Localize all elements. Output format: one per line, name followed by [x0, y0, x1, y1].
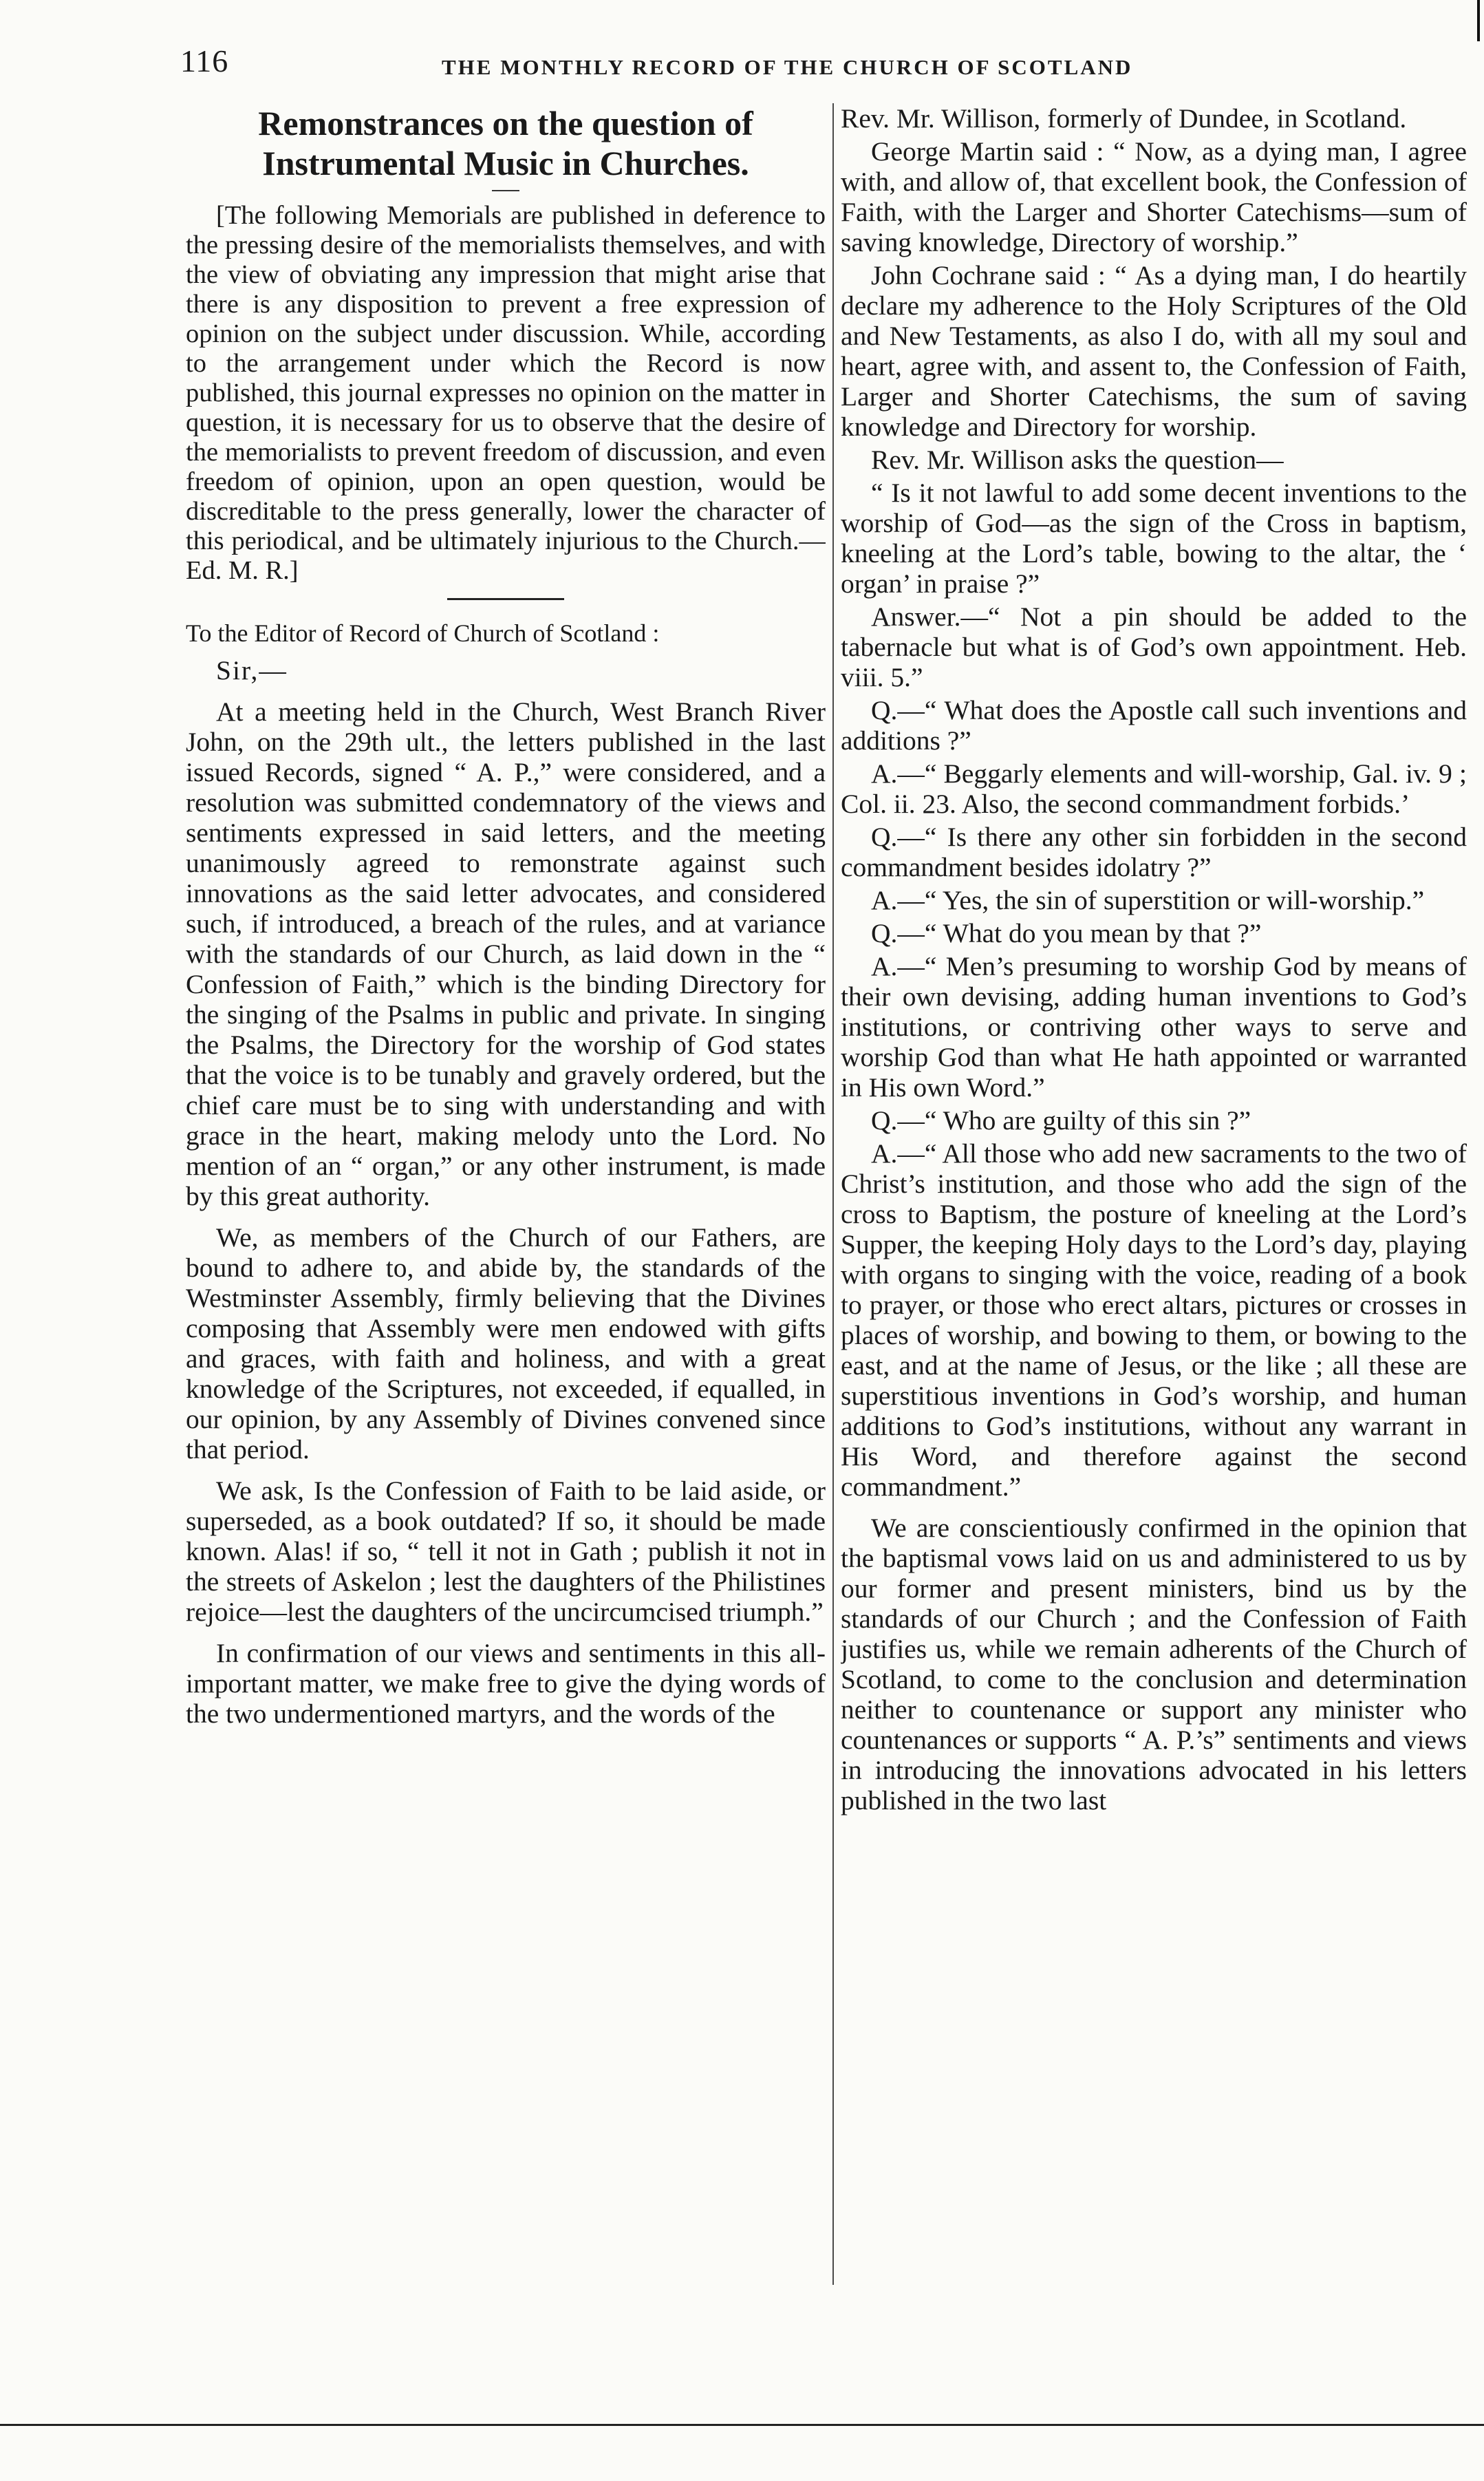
bottom-rule [0, 2424, 1484, 2426]
page-number: 116 [180, 43, 229, 78]
article-title-line-1: Remonstrances on the question of [258, 104, 753, 142]
page-header [180, 43, 1254, 84]
letter-addressee: To the Editor of Record of Church of Scotland : [186, 619, 660, 647]
right-paragraph-14: A.—“ All those who add new sacraments to the two of Christ’s institution, and those who add the sign of the cross to Baptism, the posture of kneeling at the Lord’s Supper, the keeping Holy days to the Lord’s day, playing with organs to singing with the voice, reading of a book to prayer, or those who erect altars, pictures or crosses in places of worship, and bowing to them, or bowing to the east, and at the name of Jesus, or the like ; all these are superstitious inventions in God’s worship, and human additions to God’s institutions, without any warrant in His Word, and therefore against the second commandment.” [841, 1138, 1467, 1502]
page-edge-mark [1477, 0, 1480, 41]
section-divider [447, 598, 564, 600]
right-paragraph-13: Q.—“ Who are guilty of this sin ?” [871, 1105, 1251, 1136]
title-rule [492, 190, 519, 191]
letter-paragraph-4: In confirmation of our views and sentiments in this all-important matter, we make free to give the dying words of the two undermentioned martyrs, and the words of the [186, 1638, 826, 1729]
article-title [186, 103, 826, 183]
letter-paragraph-2: We, as members of the Church of our Fathers, are bound to adhere to, and abide by, the standards of the Westminster Assembly, firmly believing that the Divines composing that Assembly were men endowed with gifts and graces, with faith and holiness, and with a great knowledge of the Scriptures, not exceeded, if equalled, in our opinion, by any Assembly of Divines convened since that period. [186, 1222, 826, 1465]
right-paragraph-9: Q.—“ Is there any other sin forbidden in the second commandment besides idolatry ?” [841, 822, 1467, 882]
right-paragraph-2: George Martin said : “ Now, as a dying man, I agree with, and allow of, that excellent book, the Confession of Faith, with the Larger and Shorter Catechisms—sum of saving knowledge, Directory of worship.” [841, 136, 1467, 257]
right-paragraph-5: “ Is it not lawful to add some decent inventions to the worship of God—as the sign of the Cross in baptism, kneeling at the Lord’s table, bowing to the altar, the ‘ organ’ in praise ?” [841, 478, 1467, 599]
right-paragraph-6: Answer.—“ Not a pin should be added to the tabernacle but what is of God’s own appointment. Heb. viii. 5.” [841, 601, 1467, 692]
right-paragraph-12: A.—“ Men’s presuming to worship God by means of their own devising, adding human inventions to God’s institutions, or contriving other ways to serve and worship God than what He hath appointed or warranted in His own Word.” [841, 951, 1467, 1103]
right-paragraph-10: A.—“ Yes, the sin of superstition or will-worship.” [871, 885, 1425, 915]
right-column [841, 103, 1467, 2292]
letter-salutation: Sir,— [216, 655, 288, 685]
right-paragraph-4: Rev. Mr. Willison asks the question— [871, 445, 1284, 475]
running-head: THE MONTHLY RECORD OF THE CHURCH OF SCOTLAND [442, 55, 1133, 79]
right-paragraph-11: Q.—“ What do you mean by that ?” [871, 918, 1262, 948]
article-title-line-2: Instrumental Music in Churches. [262, 144, 749, 182]
column-divider [832, 103, 834, 2285]
right-paragraph-15: We are conscientiously confirmed in the opinion that the baptismal vows laid on us and administered to us by our former and present ministers, bind us by the standards of our Church ; and the Confession of Faith justifies us, while we remain adherents of the Church of Scotland, to come to the conclusion and determination neither to countenance or support any minister who countenances or supports “ A. P.’s” sentiments and views in introducing the innovations advocated in his letters published in the two last [841, 1513, 1467, 1816]
right-paragraph-3: John Cochrane said : “ As a dying man, I do heartily declare my adherence to the Holy Scriptures of the Old and New Testaments, as also I do, with all my soul and heart, agree with, and assent to, the Confession of Faith, Larger and Shorter Catechisms, the sum of saving knowledge and Directory for worship. [841, 260, 1467, 442]
right-paragraph-1: Rev. Mr. Willison, formerly of Dundee, in Scotland. [841, 103, 1407, 134]
left-column [186, 103, 826, 2292]
editorial-note: [The following Memorials are published in deference to the pressing desire of the memorialists themselves, and with the view of obviating any impression that might arise that there is any disposition to prevent a free expression of opinion on the subject under discussion. While, according to the arrangement under which the Record is now published, this journal expresses no opinion on the matter in question, it is necessary for us to observe that the desire of the memorialists to prevent freedom of discussion, and even freedom of opinion, upon an open question, would be discreditable to the press generally, lower the character of this periodical, and be ultimately injurious to the Church.—Ed. M. R.] [186, 201, 826, 585]
letter-paragraph-1: At a meeting held in the Church, West Branch River John, on the 29th ult., the letters published in the last issued Records, signed “ A. P.,” were considered, and a resolution was submitted condemnatory of the views and sentiments expressed in said letters, and the meeting unanimously agreed to remonstrate against such innovations as the said letter advocates, and considered such, if introduced, a breach of the rules, and at variance with the standards of our Church, as laid down in the “ Confession of Faith,” which is the binding Directory for the singing of the Psalms in public and private. In singing the Psalms, the Directory for the worship of God states that the voice is to be tunably and gravely ordered, but the chief care must be to sing with understanding and with grace in the heart, making melody unto the Lord. No mention of an “ organ,” or any other instrument, is made by this great authority. [186, 696, 826, 1211]
right-paragraph-7: Q.—“ What does the Apostle call such inventions and additions ?” [841, 695, 1467, 756]
right-paragraph-8: A.—“ Beggarly elements and will-worship, Gal. iv. 9 ; Col. ii. 23. Also, the second commandment forbids.’ [841, 758, 1467, 819]
letter-paragraph-3: We ask, Is the Confession of Faith to be laid aside, or superseded, as a book outdated? If so, it should be made known. Alas! if so, “ tell it not in Gath ; publish it not in the streets of Askelon ; lest the daughters of the Philistines rejoice—lest the daughters of the uncircumcised triumph.” [186, 1476, 826, 1627]
